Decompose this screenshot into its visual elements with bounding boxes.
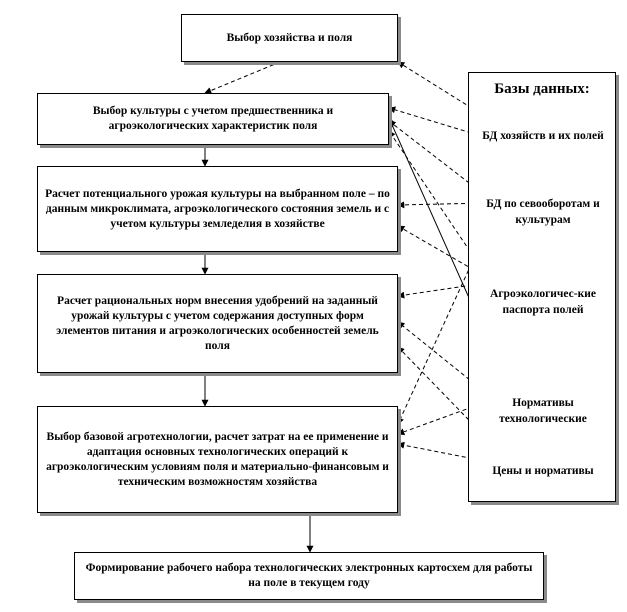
step-fertilizer-rates: Расчет рациональных норм внесения удобрений на заданный урожай культуры с учетом содержания доступных форм элементов питания и агроэкологических особенностей земель поля [37,274,398,373]
step-potential-yield: Расчет потенциального урожая культуры на выбранном поле – по данным микроклимата, агроэкологического состояния земель и с учетом культуры земледелия в хозяйстве [37,166,398,252]
step-form-map-set: Формирование рабочего набора технологических электронных картосхем для работы на поле в текущем году [74,552,544,600]
databases-panel [468,72,616,502]
db-prices-norms: Цены и нормативы [492,465,594,477]
step-base-technology: Выбор базовой агротехнологии, расчет затрат на ее применение и адаптация основных технологических операций к агроэкологическим условиям поля и материально-финансовым и техническим возможностям хозяйства [37,406,398,513]
arrow-s1-to-s2 [205,62,280,93]
databases-title: Базы данных: [494,81,590,97]
db-crop-rotations: БД по севооборотам и культурам [486,198,600,226]
db-tech-norms: Нормативы технологические [499,397,587,425]
db-farms-fields: БД хозяйств и их полей [482,130,604,142]
step-select-farm: Выбор хозяйства и поля [181,14,398,62]
arrow-db-to-s1 [398,62,478,112]
db-agroecological-passports: Агроэкологичес-кие паспорта полей [490,288,596,316]
step-select-crop: Выбор культуры с учетом предшественника и агроэкологических характеристик поля [37,93,389,145]
